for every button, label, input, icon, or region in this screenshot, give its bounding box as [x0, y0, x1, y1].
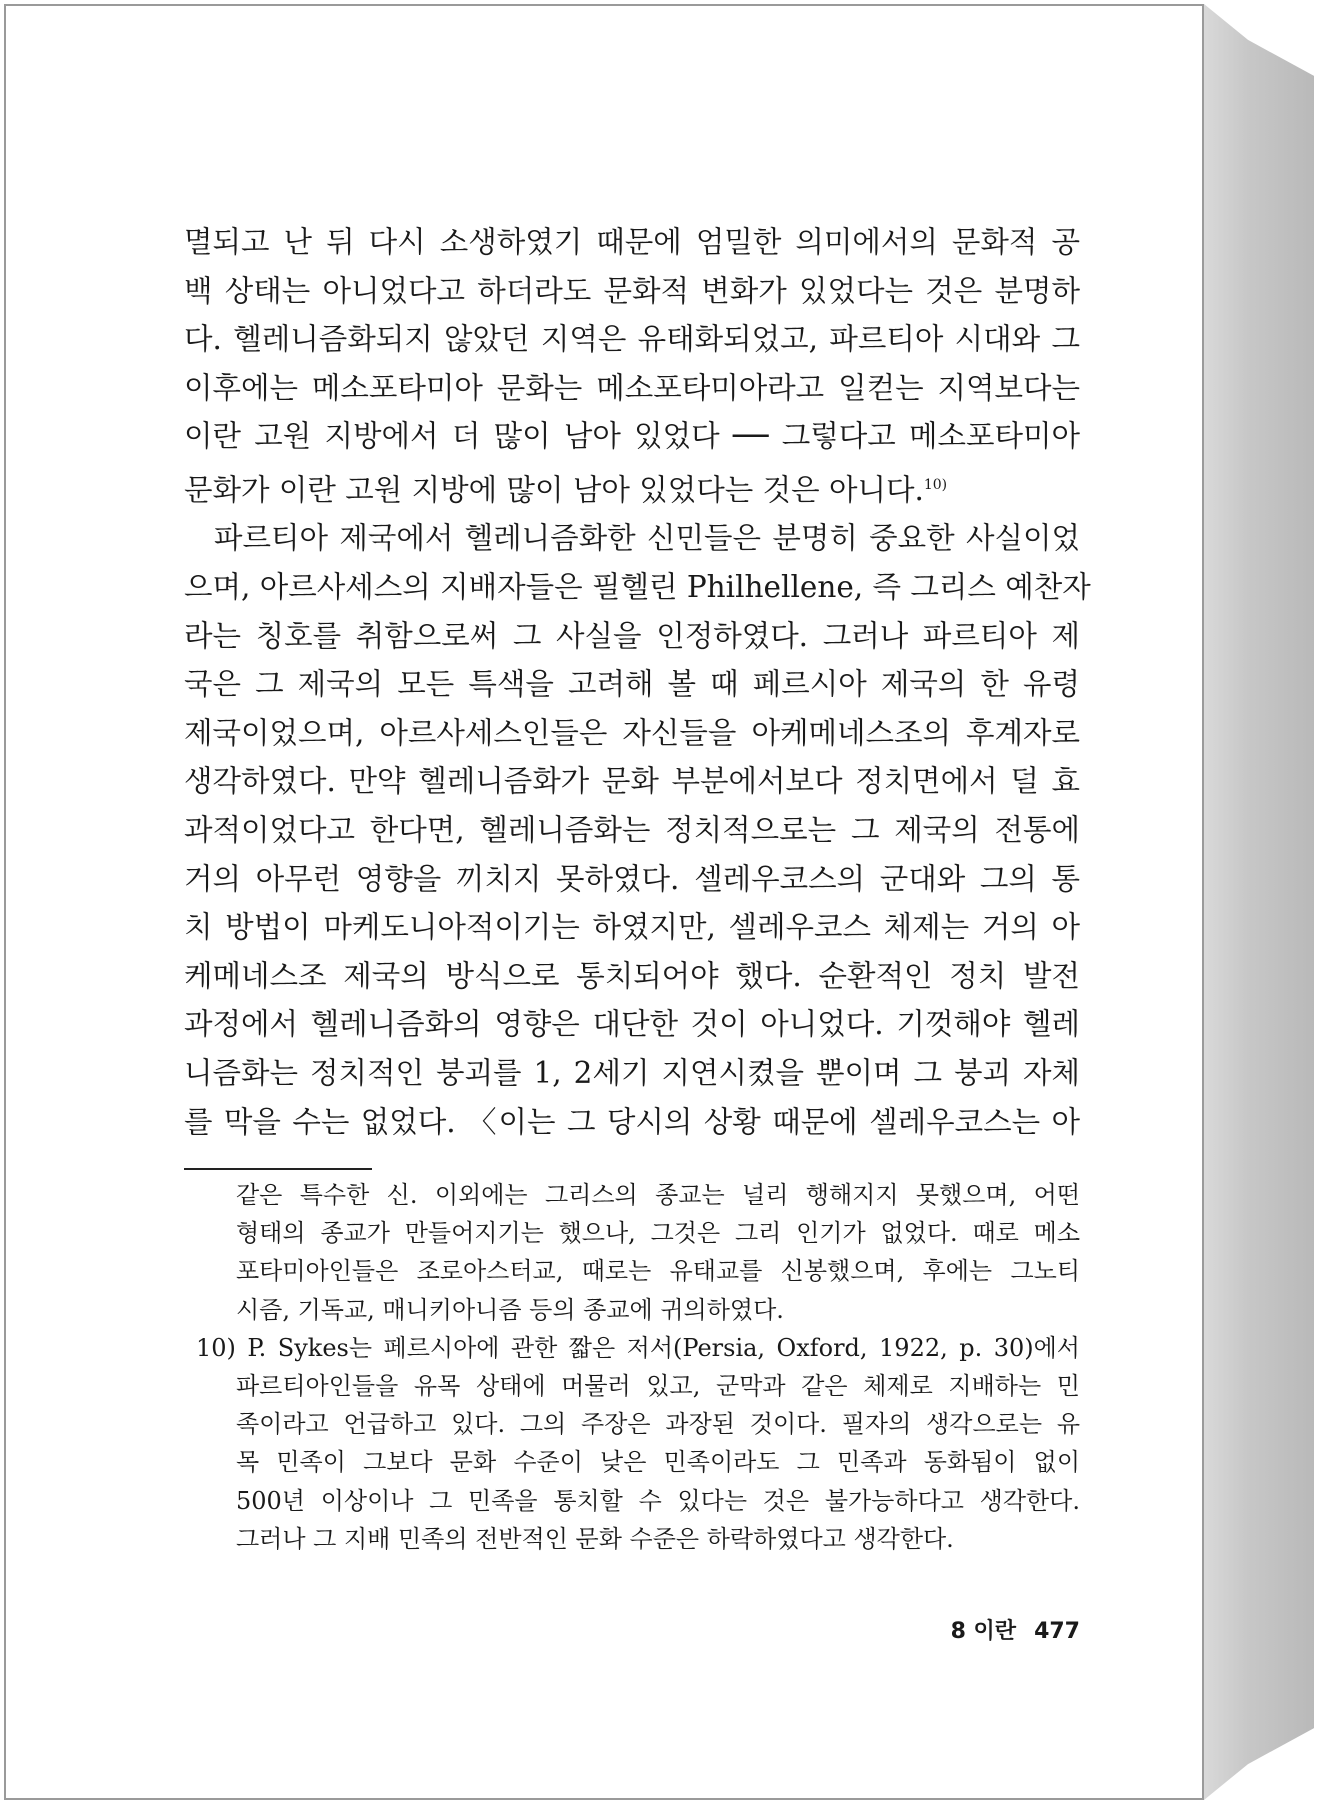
body-line-text: 문화가 이란 고원 지방에 많이 남아 있었다는 것은 아니다.	[184, 472, 924, 507]
body-line	[184, 952, 1080, 1001]
body-line-text: 이후에는 메소포타미아 문화는 메소포타미아라고 일컫는 지역보다는	[184, 370, 1080, 405]
body-line-text: 파르티아 제국에서 헬레니즘화한 신민들은 분명히 중요한 사실이었	[214, 521, 1080, 556]
book-page	[4, 4, 1204, 1800]
footnote-line: 족이라고 언급하고 있다. 그의 주장은 과장된 것이다. 필자의 생각으로는 유	[236, 1410, 1080, 1439]
footnotes	[196, 1176, 1080, 1558]
body-line	[184, 1049, 1080, 1098]
body-line	[184, 757, 1080, 806]
body-line	[184, 855, 1080, 904]
body-line-text: 치 방법이 마케도니아적이기는 하였지만, 셀레우코스 체제는 거의 아	[184, 910, 1080, 945]
footnote-line: 포타미아인들은 조로아스터교, 때로는 유태교를 신봉했으며, 후에는 그노티	[236, 1257, 1080, 1286]
footnote-line: 같은 특수한 신. 이외에는 그리스의 종교는 널리 행해지지 못했으며, 어떤	[236, 1181, 1080, 1209]
footnote-line: 그러나 그 지배 민족의 전반적인 문화 수준은 하락하였다고 생각한다.	[236, 1524, 954, 1553]
body-line	[184, 612, 1080, 661]
page-footer	[906, 1614, 1080, 1645]
body-line	[184, 1000, 1080, 1049]
body-line	[184, 514, 1080, 563]
body-line-text: 제국이었으며, 아르사세스인들은 자신들을 아케메네스조의 후계자로	[184, 715, 1080, 750]
body-line	[184, 461, 1080, 514]
body-line	[184, 412, 1080, 461]
body-line	[184, 1098, 1080, 1147]
page-edge-shadow	[1204, 4, 1314, 1800]
footnote-line: 10) P. Sykes는 페르시아에 관한 짧은 저서(Persia, Oxford, 1922, p. 30)에서	[196, 1333, 1080, 1362]
body-line	[184, 903, 1080, 952]
body-line	[184, 709, 1080, 758]
chapter-label: 8 이란	[950, 1619, 1017, 1644]
body-line-text: 생각하였다. 만약 헬레니즘화가 문화 부분에서보다 정치면에서 덜 효	[184, 764, 1080, 799]
body-line-text: 과적이었다고 한다면, 헬레니즘화는 정치적으로는 그 제국의 전통에	[184, 812, 1080, 847]
body-text	[184, 218, 1091, 1146]
body-line	[184, 364, 1080, 413]
body-line	[184, 806, 1080, 855]
body-line-text: 거의 아무런 영향을 끼치지 못하였다. 셀레우코스의 군대와 그의 통	[184, 861, 1080, 896]
body-line-text: 백 상태는 아니었다고 하더라도 문화적 변화가 있었다는 것은 분명하	[184, 273, 1080, 308]
body-line-text: 이란 고원 지방에서 더 많이 남아 있었다 ── 그렇다고 메소포타미아	[184, 419, 1080, 454]
body-line-text: 를 막을 수는 없었다. 〈이는 그 당시의 상황 때문에 셀레우코스는 아	[184, 1104, 1080, 1139]
body-line-text: 라는 칭호를 취함으로써 그 사실을 인정하였다. 그러나 파르티아 제	[184, 618, 1080, 653]
footnote-line: 시즘, 기독교, 매니키아니즘 등의 종교에 귀의하였다.	[236, 1295, 784, 1324]
body-line	[184, 315, 1080, 364]
footnote-separator	[184, 1168, 372, 1170]
footnote-line: 500년 이상이나 그 민족을 통치할 수 있다는 것은 불가능하다고 생각한다.	[236, 1486, 1080, 1515]
body-line	[184, 218, 1080, 267]
body-line	[184, 660, 1080, 709]
body-line-text: 다. 헬레니즘화되지 않았던 지역은 유태화되었고, 파르티아 시대와 그	[184, 322, 1080, 357]
page-number: 477	[1034, 1619, 1080, 1644]
footnote-line: 파르티아인들을 유목 상태에 머물러 있고, 군막과 같은 체제로 지배하는 민	[236, 1372, 1080, 1401]
footnote-ref: 10)	[923, 476, 948, 493]
body-line-text: 멸되고 난 뒤 다시 소생하였기 때문에 엄밀한 의미에서의 문화적 공	[184, 225, 1080, 259]
body-line-text: 케메네스조 제국의 방식으로 통치되어야 했다. 순환적인 정치 발전	[184, 958, 1080, 993]
footnote-line: 형태의 종교가 만들어지기는 했으나, 그것은 그리 인기가 없었다. 때로 메소	[236, 1219, 1080, 1248]
body-line-text: 국은 그 제국의 모든 특색을 고려해 볼 때 페르시아 제국의 한 유령	[184, 667, 1080, 702]
body-line-text: 니즘화는 정치적인 붕괴를 1, 2세기 지연시켰을 뿐이며 그 붕괴 자체	[184, 1055, 1080, 1090]
body-line-text: 과정에서 헬레니즘화의 영향은 대단한 것이 아니었다. 기껏해야 헬레	[184, 1007, 1080, 1042]
body-line	[184, 267, 1080, 316]
body-line-text: 으며, 아르사세스의 지배자들은 필헬린 Philhellene, 즉 그리스 예찬자	[184, 569, 1091, 604]
body-line	[184, 563, 1091, 612]
footnote-line: 목 민족이 그보다 문화 수준이 낮은 민족이라도 그 민족과 동화됨이 없이	[236, 1448, 1080, 1477]
